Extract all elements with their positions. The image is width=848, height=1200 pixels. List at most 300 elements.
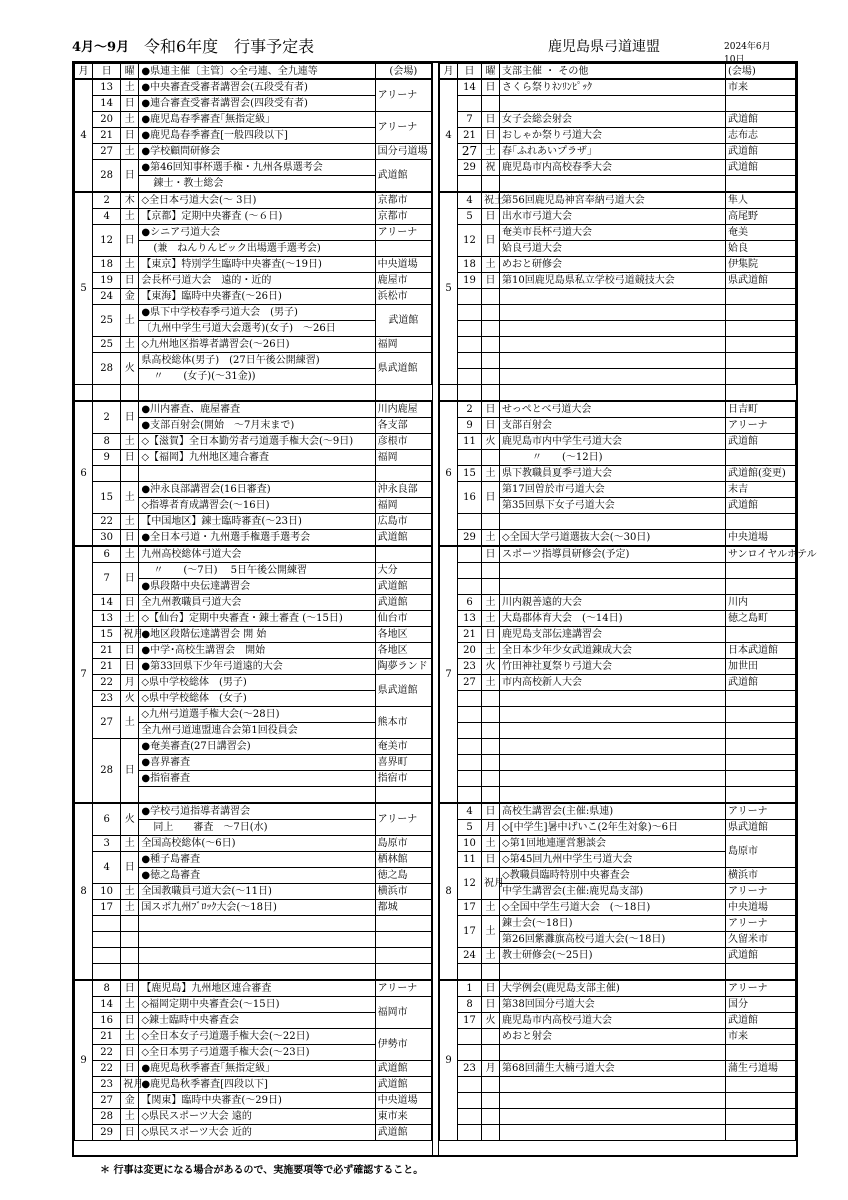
venue: アリーナ — [375, 980, 431, 997]
month-label: 7 — [75, 546, 93, 803]
venue: アリーナ — [726, 884, 796, 900]
issue-date: 2024年6月10日 — [724, 42, 771, 65]
table-row: 21 日 ●中学･高校生講習会 開始 各地区 — [75, 643, 432, 659]
event-name: 高校生講習会(主催:県連) — [500, 803, 726, 820]
event-name: ●鹿児島秋季審査｢無指定級｣ — [139, 1061, 375, 1077]
event-name: ◇県中学校総体 (男子) — [139, 675, 375, 691]
venue: 武道館 — [375, 530, 431, 547]
table-row: 28 火 県高校総体(男子) (27日午後公開練習) 県武道館 — [75, 353, 432, 369]
table-row: 9 日 ◇【福岡】九州地区連合審査 福岡 — [75, 450, 432, 466]
venue: 武道館 — [726, 498, 796, 514]
event-name: おしゃか祭り弓道大会 — [500, 128, 726, 144]
venue: サンロイヤルホテル — [726, 546, 796, 563]
event-name: 会長杯弓道大会 遠的・近的 — [139, 273, 375, 289]
table-row: 12 祝月 ◇教職員臨時特別中央審査会 横浜市 — [440, 868, 796, 884]
event-name: 国スポ九州ﾌﾞﾛｯｸ大会(～18日) — [139, 900, 375, 916]
event-name: ◇福岡定期中央審査会(～15日) — [139, 997, 375, 1013]
table-row: 19 日 第10回鹿児島県私立学校弓道競技大会 県武道館 — [440, 273, 796, 289]
venue: 喜界町 — [375, 755, 431, 771]
table-header — [440, 64, 796, 80]
table-row: 8 土 ◇【滋賀】全日本勤労者弓道選手権大会(～9日) 彦根市 — [75, 434, 432, 450]
event-name: ◇県民スポーツ大会 近的 — [139, 1125, 375, 1141]
table-row: 29 祝 鹿児島市内高校春季大会 武道館 — [440, 160, 796, 176]
event-name: ●徳之島審査 — [139, 868, 375, 884]
event-name: ●中学･高校生講習会 開始 — [139, 643, 375, 659]
venue: アリーナ — [726, 916, 796, 932]
table-row: 6 2 日 せっぺとべ弓道大会 日吉町 — [440, 401, 796, 418]
venue: 徳之島町 — [726, 611, 796, 627]
table-row: 20 土 ●鹿児島春季審査｢無指定級｣ アリーナ — [75, 112, 432, 128]
event-name: ◇全国中学生弓道大会 (～18日) — [500, 900, 726, 916]
table-row: 4 13 土 ●中央審査受審者講習会(五段受有者) アリーナ — [75, 79, 432, 96]
event-name: 九州高校総体弓道大会 — [139, 546, 375, 563]
event-name: 錬士・教士総会 — [139, 176, 375, 193]
table-row: 27 土 ●学校顧問研修会 国分弓道場 — [75, 144, 432, 160]
event-name: ●喜界審査 — [139, 755, 375, 771]
prefecture-events-table — [74, 63, 433, 1155]
venue: 姶良 — [726, 241, 796, 257]
event-name: ●鹿児島春季審査[一般四段以下] — [139, 128, 375, 144]
table-row: 29 日 ◇県民スポーツ大会 近的 武道館 — [75, 1125, 432, 1141]
event-name: 竹田神社夏祭り弓道大会 — [500, 659, 726, 675]
venue: 鹿屋市 — [375, 273, 431, 289]
table-row: 21 日 ●鹿児島春季審査[一般四段以下] — [75, 128, 432, 144]
venue: 武道館 — [375, 160, 431, 193]
table-row: 9 1 日 大学例会(鹿児島支部主催) アリーナ — [440, 980, 796, 997]
venue: 川内 — [726, 595, 796, 611]
venue: 広島市 — [375, 514, 431, 530]
event-name: 全国高校総体(～6日) — [139, 836, 375, 852]
event-name: 市内高校新人大会 — [500, 675, 726, 691]
venue: 各地区 — [375, 627, 431, 643]
table-row: 30 日 ●全日本弓道・九州選手権選手選考会 武道館 — [75, 530, 432, 547]
table-row: 10 土 全国教職員弓道大会(～11日) 横浜市 — [75, 884, 432, 900]
table-row: 27 土 ◇九州弓道選手権大会(～28日) 熊本市 — [75, 707, 432, 723]
table-row: 15 祝月 ●地区段階伝達講習会 開 始 各地区 — [75, 627, 432, 643]
event-name: ●沖永良部講習会(16日審査) — [139, 482, 375, 498]
event-name: ●中央審査受審者講習会(五段受有者) — [139, 79, 375, 96]
table-row: 8 4 日 高校生講習会(主催:県連) アリーナ — [440, 803, 796, 820]
table-row: 4 日 ●種子島審査 栖林館 — [75, 852, 432, 868]
header-day: 日 — [458, 64, 482, 80]
event-name: 教士研修会(～25日) — [500, 948, 726, 964]
event-name: 第35回県下女子弓道大会 — [500, 498, 726, 514]
event-name: ●学校顧問研修会 — [139, 144, 375, 160]
table-row: 22 日 ◇全日本男子弓道選手権大会(～23日) — [75, 1045, 432, 1061]
event-name: 奄美市長杯弓道大会 — [500, 225, 726, 241]
venue: 久留米市 — [726, 932, 796, 948]
event-name: ●シニア弓道大会 — [139, 225, 375, 241]
footer-note: ＊ 行事は変更になる場合があるので、実施要項等で必ず確認すること。 — [100, 1165, 424, 1176]
venue: アリーナ — [375, 803, 431, 836]
table-row: 24 金 【東海】臨時中央審査(～26日) 浜松市 — [75, 289, 432, 305]
table-row: 18 土 めおと研修会 伊集院 — [440, 257, 796, 273]
venue: 浜松市 — [375, 289, 431, 305]
venue: アリーナ — [726, 803, 796, 820]
event-name: ◇県中学校総体 (女子) — [139, 691, 375, 707]
event-name: ◇県民スポーツ大会 遠的 — [139, 1109, 375, 1125]
event-name: ◇全日本男子弓道選手権大会(～23日) — [139, 1045, 375, 1061]
venue: 加世田 — [726, 659, 796, 675]
event-name: 【京都】定期中央審査 (～６日) — [139, 209, 375, 225]
event-name: 鹿児島支部伝達講習会 — [500, 627, 726, 643]
venue: 市来 — [726, 79, 796, 96]
table-row: 5 月 ◇[中学生]暑中げいこ(2年生対象)～6日 県武道館 — [440, 820, 796, 836]
venue: 福岡 — [375, 337, 431, 353]
event-name: 全日本少年少女武道錬成大会 — [500, 643, 726, 659]
venue: 武道館 — [726, 144, 796, 160]
month-label: 8 — [440, 803, 458, 980]
table-row: 9 8 日 【鹿児島】九州地区連合審査 アリーナ — [75, 980, 432, 997]
venue: 武道館 — [375, 579, 431, 595]
venue: 武道館 — [375, 595, 431, 611]
venue: 福岡 — [375, 450, 431, 466]
venue: 各支部 — [375, 418, 431, 434]
title-bar — [72, 34, 782, 65]
venue: 各地区 — [375, 643, 431, 659]
venue: 中央道場 — [726, 530, 796, 547]
month-label: 6 — [440, 401, 458, 546]
event-name: ◇第45回九州中学生弓道大会 — [500, 852, 726, 868]
event-name: ●連合審査受審者講習会(四段受有者) — [139, 96, 375, 112]
table-row: 22 月 ◇県中学校総体 (男子) 県武道館 — [75, 675, 432, 691]
venue: 福岡市 — [375, 997, 431, 1029]
venue: 陶夢ランド — [375, 659, 431, 675]
table-row: 16 日 第17回曽於市弓道大会 末吉 — [440, 482, 796, 498]
venue: 日本武道館 — [726, 643, 796, 659]
header-month: 月 — [75, 64, 93, 80]
table-row: 23 火 ◇県中学校総体 (女子) — [75, 691, 432, 707]
table-row: 5 日 出水市弓道大会 高尾野 — [440, 209, 796, 225]
event-name: (兼 ねんりんピック出場選手選考会) — [139, 241, 375, 257]
venue: アリーナ — [375, 79, 431, 112]
event-name: ◇指導者育成講習会(～16日) — [139, 498, 375, 514]
table-row: 13 土 ◇【仙台】定期中央審査・錬士審査 (～15日) 仙台市 — [75, 611, 432, 627]
event-name: 春｢ふれあいプラザ｣ — [500, 144, 726, 160]
venue: 熊本市 — [375, 707, 431, 739]
event-name: 〃 (～7日) 5日午後公開練習 — [139, 563, 375, 579]
month-label: 5 — [440, 192, 458, 385]
venue: 栖林館 — [375, 852, 431, 868]
header-weekday: 曜 — [482, 64, 500, 80]
event-name: 第56回鹿児島神宮奉納弓道大会 — [500, 192, 726, 209]
venue: 川内鹿屋 — [375, 401, 431, 418]
event-name: スポーツ指導員研修会(予定) — [500, 546, 726, 563]
event-name: 全九州教職員弓道大会 — [139, 595, 375, 611]
venue: 武道館 — [375, 1061, 431, 1077]
month-label: 9 — [75, 980, 93, 1141]
event-name: 〃 (～12日) — [500, 450, 726, 466]
month-label: 4 — [75, 79, 93, 192]
table-row: 22 日 ●鹿児島秋季審査｢無指定級｣ 武道館 — [75, 1061, 432, 1077]
event-name: 出水市弓道大会 — [500, 209, 726, 225]
event-name: 第10回鹿児島県私立学校弓道競技大会 — [500, 273, 726, 289]
table-row: 17 火 鹿児島市内高校弓道大会 武道館 — [440, 1013, 796, 1029]
table-row: 28 土 ◇県民スポーツ大会 遠的 東市来 — [75, 1109, 432, 1125]
branch-events-table — [438, 63, 817, 1155]
event-name: 【中国地区】錬士臨時審査(～23日) — [139, 514, 375, 530]
table-row: 28 日 ●奄美審査(27日講習会) 奄美市 — [75, 739, 432, 755]
event-name: 【鹿児島】九州地区連合審査 — [139, 980, 375, 997]
venue: 蒲生弓道場 — [726, 1061, 796, 1077]
event-name: 県高校総体(男子) (27日午後公開練習) — [139, 353, 375, 369]
venue: 京都市 — [375, 209, 431, 225]
event-name: 第26回紫灘旗高校弓道大会(～18日) — [500, 932, 726, 948]
venue: 武道館 — [726, 160, 796, 176]
venue: 中央道場 — [726, 900, 796, 916]
event-name: 支部百射会 — [500, 418, 726, 434]
venue: 伊勢市 — [375, 1029, 431, 1061]
event-name: 同上 審査 ～7日(水) — [139, 820, 375, 836]
event-name: 錬士会(～18日) — [500, 916, 726, 932]
venue: 島原市 — [726, 836, 796, 868]
table-row: 21 日 ●第33回県下少年弓道遠的大会 陶夢ランド — [75, 659, 432, 675]
table-row: 27 金 【関東】臨時中央審査(～29日) 中央道場 — [75, 1093, 432, 1109]
header-event: ●県連主催〔主管〕◇全弓連、全九連等 — [139, 64, 375, 80]
event-name: 女子会総会射会 — [500, 112, 726, 128]
event-name: ◇全日本女子弓道選手権大会(～22日) — [139, 1029, 375, 1045]
event-name: ◇【福岡】九州地区連合審査 — [139, 450, 375, 466]
venue: 日吉町 — [726, 401, 796, 418]
venue: 武道館(変更) — [726, 466, 796, 482]
table-row: 6 土 川内親善遠的大会 川内 — [440, 595, 796, 611]
table-row: 11 火 鹿児島市内中学生弓道大会 武道館 — [440, 434, 796, 450]
venue: 武道館 — [726, 948, 796, 964]
venue: 武道館 — [375, 305, 431, 337]
table-row: 29 土 ◇全国大学弓道選抜大会(～30日) 中央道場 — [440, 530, 796, 547]
event-name: 姶良弓道大会 — [500, 241, 726, 257]
venue: 福岡 — [375, 498, 431, 514]
event-name: ●指宿審査 — [139, 771, 375, 787]
event-name: 鹿児島市内中学生弓道大会 — [500, 434, 726, 450]
venue: 徳之島 — [375, 868, 431, 884]
venue: 伊集院 — [726, 257, 796, 273]
table-row: 12 日 奄美市長杯弓道大会 奄美 — [440, 225, 796, 241]
header-venue: (会場) — [726, 64, 796, 80]
venue: 武道館 — [375, 1077, 431, 1093]
table-row: 25 土 ●県下中学校春季弓道大会 (男子) 武道館 — [75, 305, 432, 321]
table-row — [440, 450, 796, 466]
event-name: 【関東】臨時中央審査(～29日) — [139, 1093, 375, 1109]
event-name: ◇教職員臨時特別中央審査会 — [500, 868, 726, 884]
venue: 市来 — [726, 1029, 796, 1045]
event-name: ●鹿児島秋季審査[四段以下] — [139, 1077, 375, 1093]
venue: 奄美市 — [375, 739, 431, 755]
event-name: 【東京】特別学生臨時中央審査(～19日) — [139, 257, 375, 273]
event-name: ●学校弓道指導者講習会 — [139, 803, 375, 820]
venue: 彦根市 — [375, 434, 431, 450]
table-row: 8 6 火 ●学校弓道指導者講習会 アリーナ — [75, 803, 432, 820]
event-name: 〔九州中学生弓道大会選考)(女子) ～26日 — [139, 321, 375, 337]
table-row: 28 日 ●第46回知事杯選手権・九州各県選考会 武道館 — [75, 160, 432, 176]
event-name: 全九州弓道連盟連合会第1回役員会 — [139, 723, 375, 739]
event-name: ●県段階中央伝達講習会 — [139, 579, 375, 595]
table-row: 5 2 木 ◇全日本弓道大会(～ 3日) 京都市 — [75, 192, 432, 209]
venue: 隼人 — [726, 192, 796, 209]
event-name: 中学生講習会(主催:鹿児島支部) — [500, 884, 726, 900]
table-row: 27 土 市内高校新人大会 武道館 — [440, 675, 796, 691]
event-name: 県下教職員夏季弓道大会 — [500, 466, 726, 482]
event-name: ●川内審査、鹿屋審査 — [139, 401, 375, 418]
event-name: 鹿児島市内高校春季大会 — [500, 160, 726, 176]
event-name: ◇【滋賀】全日本勤労者弓道選手権大会(～9日) — [139, 434, 375, 450]
table-row: 23 祝月 ●鹿児島秋季審査[四段以下] 武道館 — [75, 1077, 432, 1093]
venue: アリーナ — [375, 225, 431, 241]
table-row: 21 土 ◇全日本女子弓道選手権大会(～22日) 伊勢市 — [75, 1029, 432, 1045]
header-day: 日 — [93, 64, 121, 80]
venue: 東市来 — [375, 1109, 431, 1125]
event-name: ●全日本弓道・九州選手権選手選考会 — [139, 530, 375, 547]
venue: 都城 — [375, 900, 431, 916]
table-row: 3 土 全国高校総体(～6日) 島原市 — [75, 836, 432, 852]
venue: 仙台市 — [375, 611, 431, 627]
table-row: 21 日 鹿児島支部伝達講習会 — [440, 627, 796, 643]
organization-name: 鹿児島県弓道連盟 — [548, 39, 660, 55]
table-row — [440, 1029, 796, 1045]
header-event: 支部主催 ・ その他 — [500, 64, 726, 80]
venue: 横浜市 — [375, 884, 431, 900]
event-name: 鹿児島市内高校弓道大会 — [500, 1013, 726, 1029]
table-row: 16 日 ◇錬士臨時中央審査会 — [75, 1013, 432, 1029]
event-name: めおと射会 — [500, 1029, 726, 1045]
event-name: ◇第1回地連運営懇談会 — [500, 836, 726, 852]
table-row: 4 土 【京都】定期中央審査 (～６日) 京都市 — [75, 209, 432, 225]
table-row: 6 2 日 ●川内審査、鹿屋審査 川内鹿屋 — [75, 401, 432, 418]
table-row: 20 土 全日本少年少女武道錬成大会 日本武道館 — [440, 643, 796, 659]
table-row: 7 日 スポーツ指導員研修会(予定) サンロイヤルホテル — [440, 546, 796, 563]
venue: 横浜市 — [726, 868, 796, 884]
venue: 島原市 — [375, 836, 431, 852]
table-row: 23 月 第68回蒲生大楠弓道大会 蒲生弓道場 — [440, 1061, 796, 1077]
table-row: 14 日 ●連合審査受審者講習会(四段受有者) — [75, 96, 432, 112]
venue: 末吉 — [726, 482, 796, 498]
month-label: 8 — [75, 803, 93, 980]
month-label: 5 — [75, 192, 93, 385]
venue: アリーナ — [726, 418, 796, 434]
venue: アリーナ — [726, 980, 796, 997]
venue: 県武道館 — [726, 820, 796, 836]
event-name: 大学例会(鹿児島支部主催) — [500, 980, 726, 997]
table-row: 23 火 竹田神社夏祭り弓道大会 加世田 — [440, 659, 796, 675]
event-name: 第38回国分弓道大会 — [500, 997, 726, 1013]
month-label: 4 — [440, 79, 458, 192]
table-row — [75, 466, 432, 482]
table-row: 14 日 全九州教職員弓道大会 武道館 — [75, 595, 432, 611]
event-name: 【東海】臨時中央審査(～26日) — [139, 289, 375, 305]
event-name: 全国教職員弓道大会(～11日) — [139, 884, 375, 900]
event-name: ●第46回知事杯選手権・九州各県選考会 — [139, 160, 375, 176]
page-title: 令和6年度 行事予定表 — [144, 37, 315, 56]
event-name: さくら祭りﾈﾝﾘﾝﾋﾟｯｸ — [500, 79, 726, 96]
venue: 県武道館 — [375, 675, 431, 707]
table-row: 24 土 教士研修会(～25日) 武道館 — [440, 948, 796, 964]
table-header — [75, 64, 432, 80]
month-label: 9 — [440, 980, 458, 1141]
table-row: 12 日 ●シニア弓道大会 アリーナ — [75, 225, 432, 241]
table-row: 8 日 第38回国分弓道大会 国分 — [440, 997, 796, 1013]
event-name: ●地区段階伝達講習会 開 始 — [139, 627, 375, 643]
event-name: 第68回蒲生大楠弓道大会 — [500, 1061, 726, 1077]
table-row: 5 4 祝土 第56回鹿児島神宮奉納弓道大会 隼人 — [440, 192, 796, 209]
event-name: めおと研修会 — [500, 257, 726, 273]
table-row: 13 土 大島郡体育大会 (～14日) 徳之島町 — [440, 611, 796, 627]
venue: 大分 — [375, 563, 431, 579]
event-name: ◇全国大学弓道選抜大会(～30日) — [500, 530, 726, 547]
venue: 武道館 — [726, 112, 796, 128]
venue: 武道館 — [726, 1013, 796, 1029]
table-row: 7 6 土 九州高校総体弓道大会 — [75, 546, 432, 563]
event-name: ●種子島審査 — [139, 852, 375, 868]
table-row: 18 土 【東京】特別学生臨時中央審査(～19日) 中央道場 — [75, 257, 432, 273]
table-row: 27 土 春｢ふれあいプラザ｣ 武道館 — [440, 144, 796, 160]
month-label: 7 — [440, 546, 458, 803]
table-row: 25 土 ◇九州地区指導者講習会(～26日) 福岡 — [75, 337, 432, 353]
venue: アリーナ — [375, 112, 431, 144]
venue: 志布志 — [726, 128, 796, 144]
venue: 高尾野 — [726, 209, 796, 225]
table-row — [75, 385, 432, 402]
event-name: ◇【仙台】定期中央審査・錬士審査 (～15日) — [139, 611, 375, 627]
table-row: 9 日 支部百射会 アリーナ — [440, 418, 796, 434]
table-row: 17 土 錬士会(～18日) アリーナ — [440, 916, 796, 932]
venue: 県武道館 — [375, 353, 431, 385]
venue: 武道館 — [726, 675, 796, 691]
venue: 国分弓道場 — [375, 144, 431, 160]
event-name: ◇全日本弓道大会(～ 3日) — [139, 192, 375, 209]
table-row: 11 日 ◇第45回九州中学生弓道大会 — [440, 852, 796, 868]
venue: 国分 — [726, 997, 796, 1013]
venue: 中央道場 — [375, 257, 431, 273]
table-row: 21 日 おしゃか祭り弓道大会 志布志 — [440, 128, 796, 144]
month-label: 6 — [75, 401, 93, 546]
header-venue: (会場) — [375, 64, 431, 80]
header-month: 月 — [440, 64, 458, 80]
event-name: ◇[中学生]暑中げいこ(2年生対象)～6日 — [500, 820, 726, 836]
event-name: ●鹿児島春季審査｢無指定級｣ — [139, 112, 375, 128]
event-name: ◇九州地区指導者講習会(～26日) — [139, 337, 375, 353]
table-row: 17 土 国スポ九州ﾌﾞﾛｯｸ大会(～18日) 都城 — [75, 900, 432, 916]
venue: 奄美 — [726, 225, 796, 241]
venue: 京都市 — [375, 192, 431, 209]
event-name: 川内親善遠的大会 — [500, 595, 726, 611]
table-row: 22 土 【中国地区】錬士臨時審査(～23日) 広島市 — [75, 514, 432, 530]
table-row: 15 土 県下教職員夏季弓道大会 武道館(変更) — [440, 466, 796, 482]
table-row: 10 土 ◇第1回地連運営懇談会 島原市 — [440, 836, 796, 852]
venue: 武道館 — [726, 434, 796, 450]
event-name: ●支部百射会(開始 ～7月末まで) — [139, 418, 375, 434]
event-name: ●奄美審査(27日講習会) — [139, 739, 375, 755]
venue: 指宿市 — [375, 771, 431, 787]
table-row: 4 14 日 さくら祭りﾈﾝﾘﾝﾋﾟｯｸ 市来 — [440, 79, 796, 96]
venue: 沖永良部 — [375, 482, 431, 498]
event-name: 第17回曽於市弓道大会 — [500, 482, 726, 498]
event-name: 〃 (女子)(～31金)) — [139, 369, 375, 385]
event-name: ◇九州弓道選手権大会(～28日) — [139, 707, 375, 723]
table-row: 14 土 ◇福岡定期中央審査会(～15日) 福岡市 — [75, 997, 432, 1013]
table-row: 19 日 会長杯弓道大会 遠的・近的 鹿屋市 — [75, 273, 432, 289]
table-row: 7 日 女子会総会射会 武道館 — [440, 112, 796, 128]
venue: 武道館 — [375, 1125, 431, 1141]
schedule-table — [72, 61, 817, 1157]
header-weekday: 曜 — [121, 64, 139, 80]
period-label: 4月～9月 — [72, 40, 130, 55]
event-name: 大島郡体育大会 (～14日) — [500, 611, 726, 627]
table-row: 15 土 ●沖永良部講習会(16日審査) 沖永良部 — [75, 482, 432, 498]
event-name: ●県下中学校春季弓道大会 (男子) — [139, 305, 375, 321]
event-name: せっぺとべ弓道大会 — [500, 401, 726, 418]
venue: 県武道館 — [726, 273, 796, 289]
table-row: 17 土 ◇全国中学生弓道大会 (～18日) 中央道場 — [440, 900, 796, 916]
